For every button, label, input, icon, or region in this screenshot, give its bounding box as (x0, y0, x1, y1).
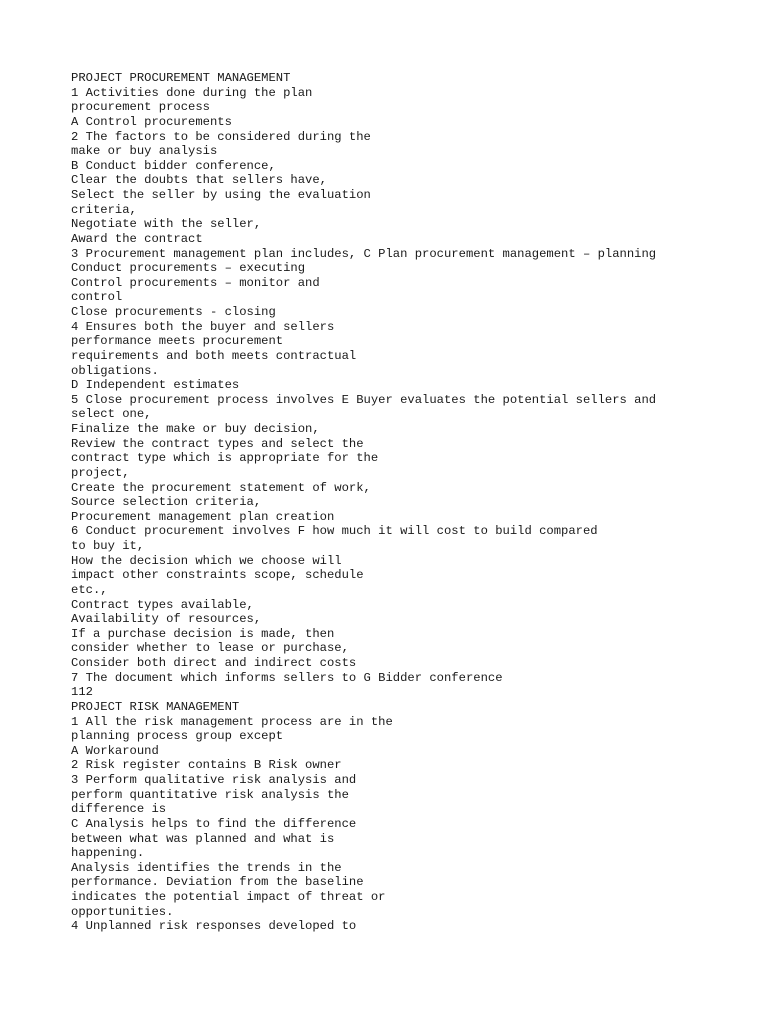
text-line: 4 Unplanned risk responses developed to (71, 919, 357, 934)
text-line: Source selection criteria, (71, 495, 262, 510)
section-heading-procurement: PROJECT PROCUREMENT MANAGEMENT (71, 71, 291, 85)
text-line: impact other constraints scope, schedule (71, 568, 364, 583)
text-line: Analysis identifies the trends in the (71, 860, 342, 875)
text-line: opportunities. (71, 904, 174, 919)
text-line: 1 Activities done during the plan (71, 85, 313, 100)
text-line: A Control procurements (71, 114, 232, 129)
text-line: indicates the potential impact of threat or (71, 890, 386, 904)
text-line: difference is (71, 802, 167, 817)
text-line: perform quantitative risk analysis the (71, 787, 349, 802)
text-line: Clear the doubts that sellers have, (71, 173, 327, 188)
text-line: Consider both direct and indirect costs (71, 656, 357, 670)
text-line: Conduct procurements – executing (71, 261, 306, 276)
text-line: 3 Procurement management plan includes, C Plan procurement management – planning (71, 246, 657, 261)
text-line: Control procurements – monitor and (71, 275, 320, 290)
text-line: Negotiate with the seller, (71, 217, 262, 232)
text-line: B Conduct bidder conference, (71, 158, 276, 173)
text-line: If a purchase decision is made, then (71, 626, 335, 641)
text-line: to buy it, (71, 539, 145, 553)
text-line: 5 Close procurement process involves E Buyer evaluates the potential sellers and (71, 392, 657, 407)
text-line: A Workaround (71, 743, 159, 758)
text-line: happening. (71, 846, 145, 861)
text-line: 7 The document which informs sellers to G Bidder conference (71, 670, 503, 685)
text-line: 4 Ensures both the buyer and sellers (71, 319, 335, 334)
text-line: 1 All the risk management process are in the (71, 714, 393, 729)
text-line: obligations. (71, 363, 159, 378)
page-number: 112 (71, 685, 93, 700)
text-line: Availability of resources, (71, 612, 262, 627)
text-line: Finalize the make or buy decision, (71, 422, 320, 436)
text-line: Award the contract (71, 231, 203, 246)
section-heading-risk: PROJECT RISK MANAGEMENT (71, 699, 240, 714)
text-line: D Independent estimates (71, 378, 240, 393)
text-line: criteria, (71, 202, 137, 217)
text-line: Select the seller by using the evaluation (71, 188, 371, 202)
text-line: How the decision which we choose will (71, 553, 342, 568)
document-page (71, 71, 751, 934)
text-line: C Analysis helps to find the difference (71, 816, 357, 831)
text-line: contract type which is appropriate for the (71, 451, 379, 466)
text-line: Close procurements - closing (71, 305, 276, 319)
text-line: make or buy analysis (71, 144, 218, 159)
text-line: 3 Perform qualitative risk analysis and (71, 773, 357, 787)
text-line: consider whether to lease or purchase, (71, 641, 349, 656)
text-line: performance meets procurement (71, 334, 284, 349)
text-line: Procurement management plan creation (71, 509, 335, 524)
text-line: 2 The factors to be considered during the (71, 129, 371, 144)
text-line: 6 Conduct procurement involves F how much it will cost to build compared (71, 524, 598, 539)
text-line: performance. Deviation from the baseline (71, 875, 364, 890)
text-line: Create the procurement statement of work, (71, 480, 371, 495)
text-line: between what was planned and what is (71, 831, 335, 846)
text-line: procurement process (71, 100, 210, 115)
text-line: requirements and both meets contractual (71, 348, 357, 363)
text-line: planning process group except (71, 729, 284, 744)
text-line: control (71, 290, 123, 305)
text-line: etc., (71, 582, 108, 597)
text-line: Contract types available, (71, 597, 254, 612)
text-line: 2 Risk register contains B Risk owner (71, 758, 342, 773)
text-line: Review the contract types and select the (71, 436, 364, 451)
text-line: select one, (71, 407, 152, 422)
text-line: project, (71, 465, 130, 480)
